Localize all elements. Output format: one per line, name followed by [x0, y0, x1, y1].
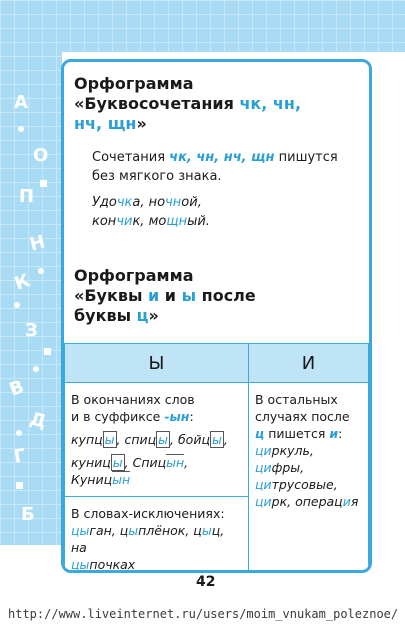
cell-text-part: : [189, 409, 194, 424]
example-line [71, 431, 242, 448]
example-line [255, 493, 362, 510]
example-part: , бойц [170, 432, 210, 447]
heading-2-text: » [148, 306, 159, 325]
side-letter: Б [21, 504, 35, 525]
side-dot [16, 430, 22, 436]
example-part: трусовые, [271, 477, 338, 492]
example-part: фры, [271, 460, 305, 475]
side-dot [18, 126, 24, 132]
heading-2-line [74, 306, 256, 326]
example-highlight: ы [128, 523, 139, 538]
side-letter: В [6, 376, 27, 401]
example-highlight: чн [165, 195, 182, 210]
example-part: я [350, 494, 359, 509]
rule-1-prefix: Сочетания [92, 150, 166, 165]
heading-2-line [74, 286, 256, 306]
table-cell-i-other [249, 383, 369, 574]
side-letter: Г [12, 445, 28, 468]
side-letter: К [11, 270, 33, 295]
example-line [71, 556, 242, 573]
table-header-i: И [249, 344, 369, 383]
page-number: 42 [196, 574, 216, 590]
rule-card [61, 59, 372, 573]
example-highlight: ци [255, 443, 272, 458]
table-header-y: Ы [65, 344, 249, 383]
example-highlight: ци [255, 477, 272, 492]
cell-text [255, 425, 362, 442]
heading-1-line [74, 114, 301, 134]
example-part: кон [92, 214, 117, 229]
examples-1 [92, 193, 360, 231]
heading-1-text: » [136, 114, 147, 133]
example-part: ый. [187, 214, 210, 229]
cell-text-part: : [338, 426, 343, 441]
side-dot [14, 302, 20, 308]
example-highlight: щн [166, 214, 188, 229]
example-highlight: ы [79, 523, 90, 538]
example-part: , Куниц [71, 455, 189, 487]
heading-1-line: Орфограмма [74, 74, 194, 93]
side-square [40, 180, 47, 187]
side-letter: Н [27, 231, 48, 256]
example-part: к, мо [132, 214, 167, 229]
suffix-arc: ын [112, 472, 131, 487]
example-line [255, 442, 362, 476]
heading-2-text: «Буквы [74, 286, 143, 305]
footer-url: http://www.liveinternet.ru/users/moim_vnukam_poleznoe/ [8, 607, 399, 621]
rule-table [64, 343, 369, 573]
side-dot [33, 366, 39, 372]
example-part: а, но [132, 195, 166, 210]
example-part: Удо [92, 195, 117, 210]
example-part: плёнок, ц [138, 523, 202, 538]
heading-2-text: после [201, 286, 256, 305]
side-square [16, 482, 23, 489]
heading-2-line: Орфограмма [74, 266, 194, 285]
side-letter: А [14, 92, 28, 113]
cell-text [71, 408, 242, 425]
example-highlight: ци [255, 460, 272, 475]
example-highlight: ци [255, 494, 272, 509]
heading-2-text: и [164, 286, 177, 305]
heading-1-text: «Буквосочетания [74, 94, 234, 113]
example-part: , [223, 432, 228, 447]
example-part: , спиц [116, 432, 157, 447]
side-decoration-panel [0, 0, 62, 545]
example-part: ган, ц [89, 523, 129, 538]
ending-box: ы [112, 455, 123, 470]
side-letter: О [33, 145, 49, 166]
cell-content [249, 383, 368, 518]
cell-content [65, 383, 248, 496]
rule-1-highlight: чк, чн, нч, щн [169, 150, 275, 165]
side-letter: З [25, 320, 38, 341]
example-highlight: ы [201, 523, 212, 538]
heading-1-line [74, 94, 301, 114]
example-part: почках [89, 557, 136, 572]
ending-box: ы [158, 432, 169, 447]
rule-1-suffix: пишутся без мягкого знака. [92, 150, 338, 184]
cell-text-part: пишется [268, 426, 326, 441]
example-line [71, 522, 242, 556]
heading-2-highlight: и [148, 286, 160, 305]
suffix-highlight: -ын [164, 409, 190, 424]
heading-2-text: буквы [74, 306, 132, 325]
heading-1-highlight: чк, чн, [239, 94, 302, 113]
side-letter: Д [27, 408, 49, 433]
heading-2-highlight: ц [136, 306, 149, 325]
cell-text: случаях после [255, 409, 350, 424]
example-line [92, 212, 360, 231]
example-highlight: и [342, 494, 351, 509]
ending-box: ы [104, 432, 115, 447]
example-highlight: ц [71, 523, 80, 538]
example-line [71, 454, 242, 488]
rule-1-text [92, 148, 360, 186]
heading-1-highlight: нч, щн [74, 114, 137, 133]
ending-box: ы [211, 432, 222, 447]
example-highlight: чи [116, 214, 133, 229]
example-part: ркуль, [271, 443, 314, 458]
example-part: , Спиц [124, 455, 167, 470]
example-part: купц [71, 432, 103, 447]
suffix-arc: ын [166, 455, 185, 470]
example-line [255, 476, 362, 493]
side-square [44, 348, 51, 355]
heading-2-highlight: ы [181, 286, 197, 305]
example-highlight: ы [79, 557, 90, 572]
cell-text: В остальных [255, 392, 338, 407]
letter-highlight: и [329, 426, 339, 441]
table-cell-y-exceptions [65, 497, 249, 574]
example-part: ц, на [71, 523, 225, 555]
cell-content [65, 497, 248, 573]
example-highlight: чк [116, 195, 133, 210]
cell-text: В словах-исключениях: [71, 506, 225, 521]
example-line [92, 193, 360, 212]
table-cell-y-endings [65, 383, 249, 497]
heading-2 [74, 266, 256, 326]
example-highlight: ц [71, 557, 80, 572]
side-dot [38, 268, 44, 274]
heading-1 [74, 74, 301, 134]
cell-text-part: и в суффиксе [71, 409, 161, 424]
example-part: куниц [71, 455, 111, 470]
letter-highlight: ц [255, 426, 265, 441]
example-part: рк, операц [271, 494, 343, 509]
side-letter: П [19, 186, 35, 207]
cell-text: В окончаниях слов [71, 392, 195, 407]
example-part: ой, [181, 195, 202, 210]
